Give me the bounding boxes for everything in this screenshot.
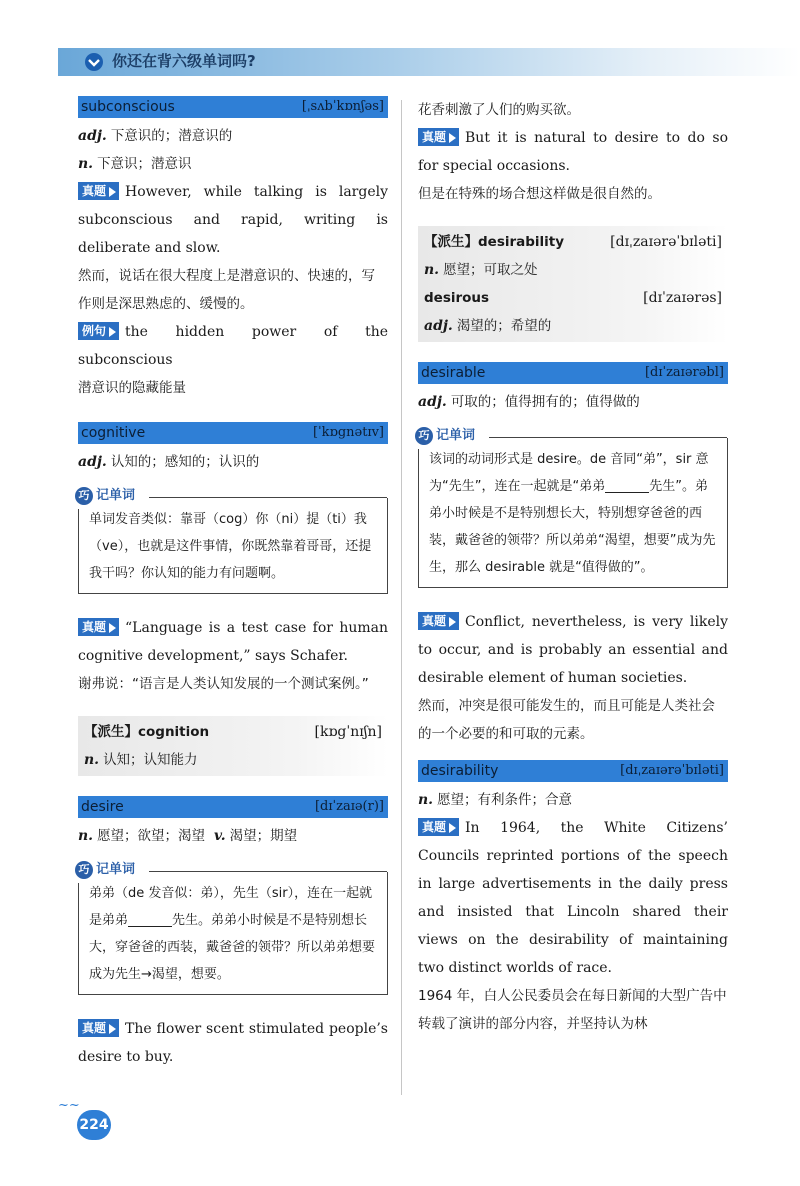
headword: desirability [421,763,499,779]
arrow-icon [449,133,456,143]
example-tag: 例句 [78,322,119,340]
exam-tag: 真题 [418,818,459,836]
example-en: 真题 The flower scent stimulated people’s desire to buy. [78,1021,388,1065]
example-zh: 然而，冲突是很可能发生的，而且可能是人类社会的一个必要的和可取的元素。 [418,698,715,742]
example-zh: 1964 年，白人公民委员会在每日新闻的大型广告中转载了演讲的部分内容，并坚持认为林 [418,988,727,1032]
example-zh: 但是在特殊的场合想这样做是很自然的。 [418,186,661,202]
page-number: 224 [77,1110,111,1140]
entry-bar-desire [78,796,388,818]
exam-tag: 真题 [418,128,459,146]
memory-text: 该词的动词形式是 desire。de 音同“弟”，sir 意为“先生”，连在一起就是“弟弟 先生”。弟弟小时候是不是特别想长大，特别想穿爸爸的西装，戴爸爸的领带？所以弟弟“渴望，想要”成为先生，那么 desirable 就是“值得做的”。 [429,452,716,575]
exam-tag: 真题 [78,1019,119,1037]
example-en: 例句 the hidden power of the subconscious [78,324,388,368]
example-en: 真题 “Language is a test case for human cognitive development,” says Schafer. [78,620,388,664]
header-bar [0,0,800,100]
example-en: 真题 Conflict, nevertheless, is very likely to occur, and is probably an essential and desirable element of human societies. [418,614,728,686]
headword: desire [81,799,124,815]
entry-bar-subconscious [78,96,388,118]
arrow-icon [449,617,456,627]
memory-title: 巧 记单词 [75,482,141,509]
column-divider [401,100,402,1095]
page-decoration-icon: ~~ [58,1098,80,1113]
exam-tag: 真题 [78,618,119,636]
memory-title: 巧 记单词 [415,422,481,449]
arrow-icon [109,1024,116,1034]
definition: n. 下意识；潜意识 [78,156,192,172]
example-zh: 谢弗说：“语言是人类认知发展的一个测试案例。” [78,676,369,692]
definition: adj. 下意识的；潜意识的 [78,128,233,144]
memory-text: 弟弟（de 发音似：弟），先生（sir），连在一起就是弟弟 先生。弟弟小时候是不是特别想长大，穿爸爸的西装，戴爸爸的领带？所以弟弟想要成为先生→渴望，想要。 [89,886,376,982]
definition: n. 愿望；欲望；渴望 v. 渴望；期望 [78,828,298,844]
derivative-box: 【派生】desirability [dɪˌzaɪərəˈbɪləti] n. 愿望；可取之处 desirous [dɪˈzaɪərəs] adj. 渴望的；希望的 [418,226,728,342]
arrow-icon [449,823,456,833]
entry-bar-desirable [418,362,728,384]
definition: adj. 可取的；值得拥有的；值得做的 [418,394,640,410]
headword: cognitive [81,425,146,441]
arrow-icon [109,327,116,337]
exam-tag: 真题 [418,612,459,630]
example-en: 真题 But it is natural to desire to do so for special occasions. [418,130,728,174]
memory-title: 巧 记单词 [75,856,141,883]
definition: adj. 认知的；感知的；认识的 [78,454,260,470]
phonetic: [ˌsʌbˈkɒnʃəs] [301,99,384,114]
derivative-box: 【派生】cognition [kɒgˈnɪʃn] n. 认知；认知能力 [78,716,388,776]
right-column [418,96,728,1038]
example-zh: 然而，说话在很大程度上是潜意识的、快速的，写作则是深思熟虑的、缓慢的。 [78,268,375,312]
phonetic: [dɪˌzaɪərəˈbɪləti] [620,763,724,778]
memory-box [418,428,728,588]
arrow-icon [109,623,116,633]
header-title: 你还在背六级单词吗? [112,52,256,70]
entry-bar-cognitive [78,422,388,444]
example-zh: 潜意识的隐藏能量 [78,380,186,396]
entry-bar-desirability [418,760,728,782]
headword: subconscious [81,99,175,115]
example-en: 真题 However, while talking is largely subconscious and rapid, writing is deliberate and slow. [78,184,388,256]
example-zh: 花香刺激了人们的购买欲。 [418,102,580,118]
memory-icon: 巧 [75,487,93,505]
memory-box [78,862,388,995]
chevron-down-icon [84,52,104,72]
phonetic: [dɪˈzaɪərəbl] [644,365,724,380]
memory-icon: 巧 [75,861,93,879]
memory-text: 单词发音类似：靠哥（cog）你（ni）提（ti）我（ve），也就是这件事情，你既然靠着哥哥，还提我干吗？你认知的能力有问题啊。 [89,512,372,581]
phonetic: [ˈkɒgnətɪv] [312,425,384,440]
headword: desirable [421,365,486,381]
phonetic: [dɪˈzaɪə(r)] [314,799,384,814]
memory-box [78,488,388,594]
example-en: 真题 In 1964, the White Citizens’ Councils reprinted portions of the speech in large advertisements in the daily press and insisted that Lincoln shared their views on the desirability of maintaining two distinct worlds of race. [418,820,728,976]
memory-icon: 巧 [415,427,433,445]
exam-tag: 真题 [78,182,119,200]
arrow-icon [109,187,116,197]
definition: n. 愿望；有利条件；合意 [418,792,573,808]
left-column [78,96,388,1071]
